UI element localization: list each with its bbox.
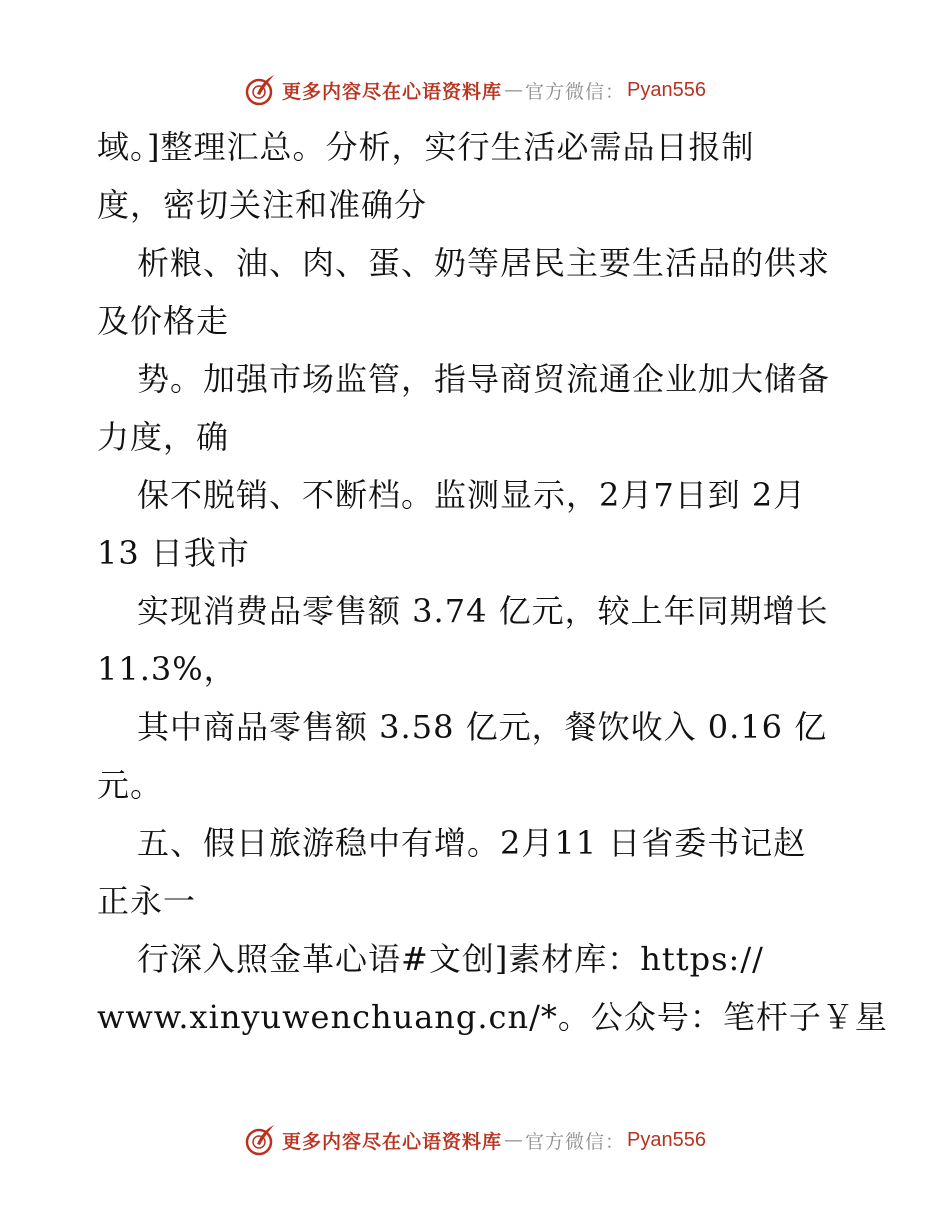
text-line: 11.3%， <box>97 650 237 688</box>
quill-pen-circle-icon <box>244 73 278 107</box>
text-line: 域。]整理汇总。分析，实行生活必需品日报制 <box>97 128 755 166</box>
text-line: 力度，确 <box>97 418 230 456</box>
text-line: 及价格走 <box>97 302 230 340</box>
banner-wechat-id: Pyan556 <box>627 1128 706 1151</box>
document-body <box>97 118 888 1046</box>
footer-banner <box>0 1120 950 1160</box>
text-line: 势。加强市场监管，指导商贸流通企业加大储备 <box>137 360 831 398</box>
banner-dash: — <box>504 79 524 101</box>
text-line: 元。 <box>97 766 164 804</box>
text-line: www.xinyuwenchuang.cn/*。公众号：笔杆子￥星 <box>97 998 888 1036</box>
banner-official-label: 官方微信： <box>525 1130 626 1153</box>
header-banner <box>0 70 950 110</box>
text-line: 析粮、油、肉、蛋、奶等居民主要生活品的供求 <box>137 244 831 282</box>
text-line: 度，密切关注和准确分 <box>97 186 428 224</box>
banner-dash: — <box>504 1129 524 1151</box>
text-line: 五、假日旅游稳中有增。2月11 日省委书记赵 <box>137 824 807 862</box>
banner-main-text: 更多内容尽在心语资料库 <box>282 1130 503 1153</box>
banner-wechat-id: Pyan556 <box>627 78 706 101</box>
text-line: 正永一 <box>97 882 197 920</box>
text-line: 其中商品零售额 3.58 亿元，餐饮收入 0.16 亿 <box>137 708 828 746</box>
text-line: 行深入照金革心语#文创]素材库：https:// <box>137 940 764 978</box>
banner-official-label: 官方微信： <box>525 80 626 103</box>
text-line: 实现消费品零售额 3.74 亿元，较上年同期增长 <box>137 592 829 630</box>
banner-main-text: 更多内容尽在心语资料库 <box>282 80 503 103</box>
text-line: 保不脱销、不断档。监测显示，2月7日到 2月 <box>137 476 807 514</box>
quill-pen-circle-icon <box>244 1123 278 1157</box>
text-line: 13 日我市 <box>97 534 250 572</box>
